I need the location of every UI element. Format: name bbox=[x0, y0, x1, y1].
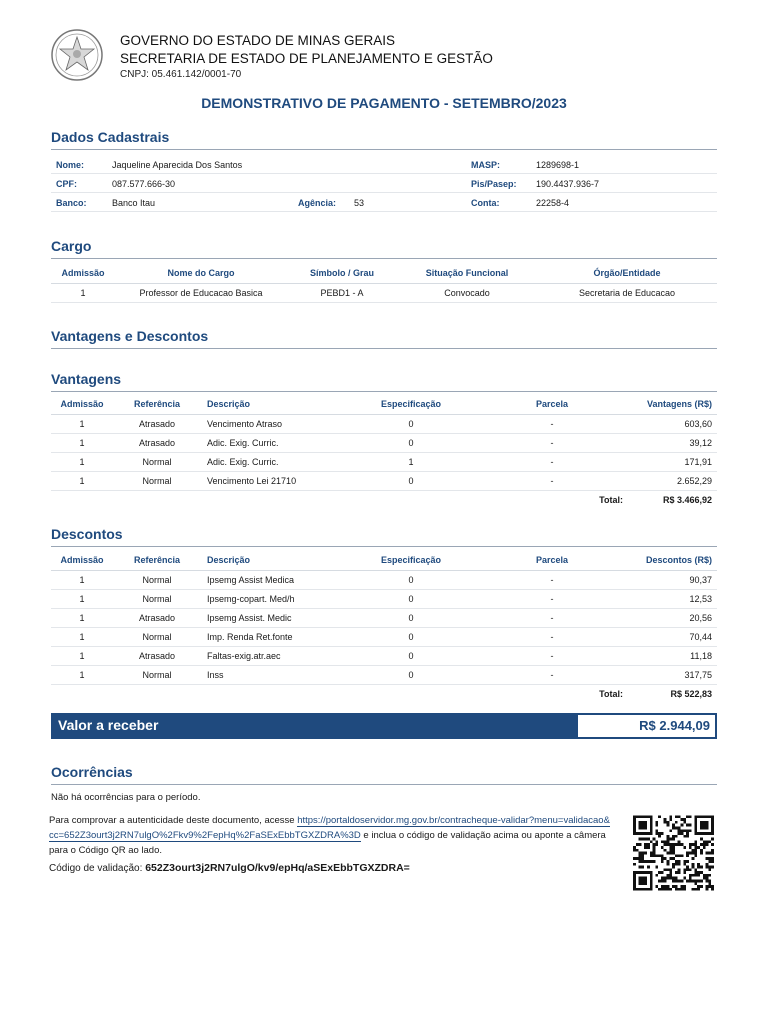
org-secretariat: SECRETARIA DE ESTADO DE PLANEJAMENTO E GESTÃO bbox=[120, 51, 493, 66]
table-cell: Faltas-exig.atr.aec bbox=[201, 646, 341, 665]
table-cell: 39,12 bbox=[623, 433, 717, 452]
table-cell: Atrasado bbox=[113, 433, 201, 452]
table-row bbox=[51, 627, 717, 646]
net-pay-label: Valor a receber bbox=[58, 717, 159, 733]
table-cell: 1 bbox=[51, 570, 113, 589]
table-cell: 1 bbox=[51, 452, 113, 471]
table-cell: 1 bbox=[51, 665, 113, 684]
total-label: Total: bbox=[599, 494, 623, 505]
col-header: Descrição bbox=[201, 551, 341, 570]
table-cell: Ipsemg Assist Medica bbox=[201, 570, 341, 589]
table-cell: 2.652,29 bbox=[623, 471, 717, 490]
table-cell: 1 bbox=[341, 452, 481, 471]
table-row bbox=[51, 471, 717, 490]
table-cell: - bbox=[481, 589, 623, 608]
dados-row bbox=[51, 155, 717, 174]
section-vantagens: Vantagens bbox=[51, 371, 717, 392]
col-header: Admissão bbox=[51, 264, 115, 283]
col-header: Nome do Cargo bbox=[115, 264, 287, 283]
table-cell: Adic. Exig. Curric. bbox=[201, 433, 341, 452]
table-cell: - bbox=[481, 627, 623, 646]
table-cell: - bbox=[481, 471, 623, 490]
table-cell: Atrasado bbox=[113, 646, 201, 665]
table-cell: 0 bbox=[341, 414, 481, 433]
table-cell: 11,18 bbox=[623, 646, 717, 665]
validation-code-label: Código de validação: bbox=[49, 863, 146, 874]
cargo-table bbox=[51, 264, 717, 303]
table-row bbox=[51, 433, 717, 452]
table-cell: Atrasado bbox=[113, 414, 201, 433]
table-cell: - bbox=[481, 570, 623, 589]
table-cell: 20,56 bbox=[623, 608, 717, 627]
table-header-row bbox=[51, 395, 717, 414]
label-banco: Banco: bbox=[56, 198, 87, 208]
table-cell: 1 bbox=[51, 283, 115, 302]
table-cell: 70,44 bbox=[623, 627, 717, 646]
table-cell: Convocado bbox=[397, 283, 537, 302]
table-cell: Secretaria de Educacao bbox=[537, 283, 717, 302]
table-cell: 0 bbox=[341, 433, 481, 452]
table-row bbox=[51, 589, 717, 608]
table-row bbox=[51, 452, 717, 471]
section-descontos: Descontos bbox=[51, 526, 717, 547]
label-pis: Pis/Pasep: bbox=[471, 179, 517, 189]
table-cell: PEBD1 - A bbox=[287, 283, 397, 302]
net-pay-value: R$ 2.944,09 bbox=[578, 715, 715, 737]
col-header: Parcela bbox=[481, 395, 623, 414]
total-value: R$ 522,83 bbox=[670, 688, 712, 699]
col-header: Descrição bbox=[201, 395, 341, 414]
validation-code-line bbox=[49, 862, 410, 874]
total-value: R$ 3.466,92 bbox=[662, 494, 712, 505]
table-cell: 1 bbox=[51, 471, 113, 490]
table-cell: 1 bbox=[51, 627, 113, 646]
table-header-row bbox=[51, 264, 717, 283]
table-row bbox=[51, 570, 717, 589]
table-cell: 1 bbox=[51, 414, 113, 433]
table-cell: 0 bbox=[341, 570, 481, 589]
table-cell: 1 bbox=[51, 433, 113, 452]
value-banco: Banco Itau bbox=[112, 198, 156, 208]
validation-code-value: 652Z3ourt3j2RN7ulgO/kv9/epHq/aSExEbbTGXZDRA= bbox=[145, 862, 410, 874]
table-cell: 1 bbox=[51, 608, 113, 627]
org-government: GOVERNO DO ESTADO DE MINAS GERAIS bbox=[120, 33, 396, 48]
table-cell: 0 bbox=[341, 471, 481, 490]
table-cell: Inss bbox=[201, 665, 341, 684]
org-cnpj: CNPJ: 05.461.142/0001-70 bbox=[120, 69, 242, 80]
table-cell: - bbox=[481, 665, 623, 684]
table-row bbox=[51, 414, 717, 433]
table-cell: Normal bbox=[113, 589, 201, 608]
value-agencia: 53 bbox=[354, 198, 365, 208]
label-nome: Nome: bbox=[56, 160, 85, 170]
table-cell: Normal bbox=[113, 471, 201, 490]
verification-instructions bbox=[49, 813, 614, 858]
net-pay-bar bbox=[51, 713, 717, 739]
table-cell: 0 bbox=[341, 589, 481, 608]
table-cell: - bbox=[481, 452, 623, 471]
value-cpf: 087.577.666-30 bbox=[112, 179, 176, 189]
table-cell: Atrasado bbox=[113, 608, 201, 627]
col-header: Referência bbox=[113, 395, 201, 414]
value-masp: 1289698-1 bbox=[536, 160, 580, 170]
table-cell: - bbox=[481, 414, 623, 433]
table-cell: Vencimento Lei 21710 bbox=[201, 471, 341, 490]
col-header: Descontos (R$) bbox=[623, 551, 717, 570]
section-dados-cadastrais: Dados Cadastrais bbox=[51, 129, 717, 150]
table-row bbox=[51, 646, 717, 665]
table-cell: Normal bbox=[113, 570, 201, 589]
col-header: Referência bbox=[113, 551, 201, 570]
table-row bbox=[51, 283, 717, 302]
table-cell: 12,53 bbox=[623, 589, 717, 608]
label-masp: MASP: bbox=[471, 160, 500, 170]
total-row bbox=[51, 684, 717, 703]
value-nome: Jaqueline Aparecida Dos Santos bbox=[112, 160, 243, 170]
vantagens-table bbox=[51, 395, 717, 509]
table-cell: - bbox=[481, 646, 623, 665]
section-ocorrencias: Ocorrências bbox=[51, 764, 717, 785]
table-cell: Ipsemg-copart. Med/h bbox=[201, 589, 341, 608]
ocorrencias-text: Não há ocorrências para o período. bbox=[51, 792, 201, 803]
col-header: Órgão/Entidade bbox=[537, 264, 717, 283]
section-cargo: Cargo bbox=[51, 238, 717, 259]
col-header: Admissão bbox=[51, 395, 113, 414]
table-cell: Normal bbox=[113, 452, 201, 471]
verify-text-pre: Para comprovar a autenticidade deste documento, acesse bbox=[49, 815, 298, 826]
table-header-row bbox=[51, 551, 717, 570]
table-cell: 603,60 bbox=[623, 414, 717, 433]
table-cell: Normal bbox=[113, 665, 201, 684]
col-header: Especificação bbox=[341, 395, 481, 414]
table-cell: Professor de Educacao Basica bbox=[115, 283, 287, 302]
table-cell: 0 bbox=[341, 646, 481, 665]
table-cell: - bbox=[481, 608, 623, 627]
dados-row bbox=[51, 174, 717, 193]
col-header: Situação Funcional bbox=[397, 264, 537, 283]
table-cell: - bbox=[481, 433, 623, 452]
table-cell: 0 bbox=[341, 665, 481, 684]
col-header: Especificação bbox=[341, 551, 481, 570]
qr-code-icon[interactable] bbox=[633, 815, 714, 891]
table-row bbox=[51, 608, 717, 627]
dados-cadastrais-table bbox=[51, 155, 717, 212]
table-cell: 1 bbox=[51, 646, 113, 665]
label-conta: Conta: bbox=[471, 198, 500, 208]
value-conta: 22258-4 bbox=[536, 198, 570, 208]
document-header bbox=[50, 28, 720, 88]
state-coat-of-arms-icon bbox=[50, 28, 104, 82]
table-row bbox=[51, 665, 717, 684]
table-cell: 0 bbox=[341, 627, 481, 646]
verify-text-post: e inclua o código de validação acima ou aponte a câmera para o Código QR ao lado. bbox=[49, 830, 606, 856]
table-cell: 317,75 bbox=[623, 665, 717, 684]
dados-row bbox=[51, 193, 717, 212]
col-header: Admissão bbox=[51, 551, 113, 570]
section-vantagens-descontos: Vantagens e Descontos bbox=[51, 328, 717, 349]
table-cell: Imp. Renda Ret.fonte bbox=[201, 627, 341, 646]
table-cell: 90,37 bbox=[623, 570, 717, 589]
table-cell: Normal bbox=[113, 627, 201, 646]
value-pis: 190.4437.936-7 bbox=[536, 179, 600, 189]
table-cell: 1 bbox=[51, 589, 113, 608]
total-label: Total: bbox=[599, 688, 623, 699]
label-cpf: CPF: bbox=[56, 179, 77, 189]
col-header: Vantagens (R$) bbox=[623, 395, 717, 414]
descontos-table bbox=[51, 551, 717, 703]
col-header: Parcela bbox=[481, 551, 623, 570]
table-cell: Ipsemg Assist. Medic bbox=[201, 608, 341, 627]
table-cell: Adic. Exig. Curric. bbox=[201, 452, 341, 471]
verification-link[interactable]: https://portaldoservidor.mg.gov.br/contracheque-validar?menu=validacao&cc=652Z3ourt3j2RN7ulgO%2Fkv9%2FepHq%2FaSExEbbTGXZDRA%3D bbox=[49, 815, 610, 841]
col-header: Símbolo / Grau bbox=[287, 264, 397, 283]
label-agencia: Agência: bbox=[298, 198, 337, 208]
table-cell: 0 bbox=[341, 608, 481, 627]
table-cell: Vencimento Atraso bbox=[201, 414, 341, 433]
document-title: DEMONSTRATIVO DE PAGAMENTO - SETEMBRO/2023 bbox=[201, 95, 567, 111]
table-cell: 171,91 bbox=[623, 452, 717, 471]
total-row bbox=[51, 490, 717, 509]
